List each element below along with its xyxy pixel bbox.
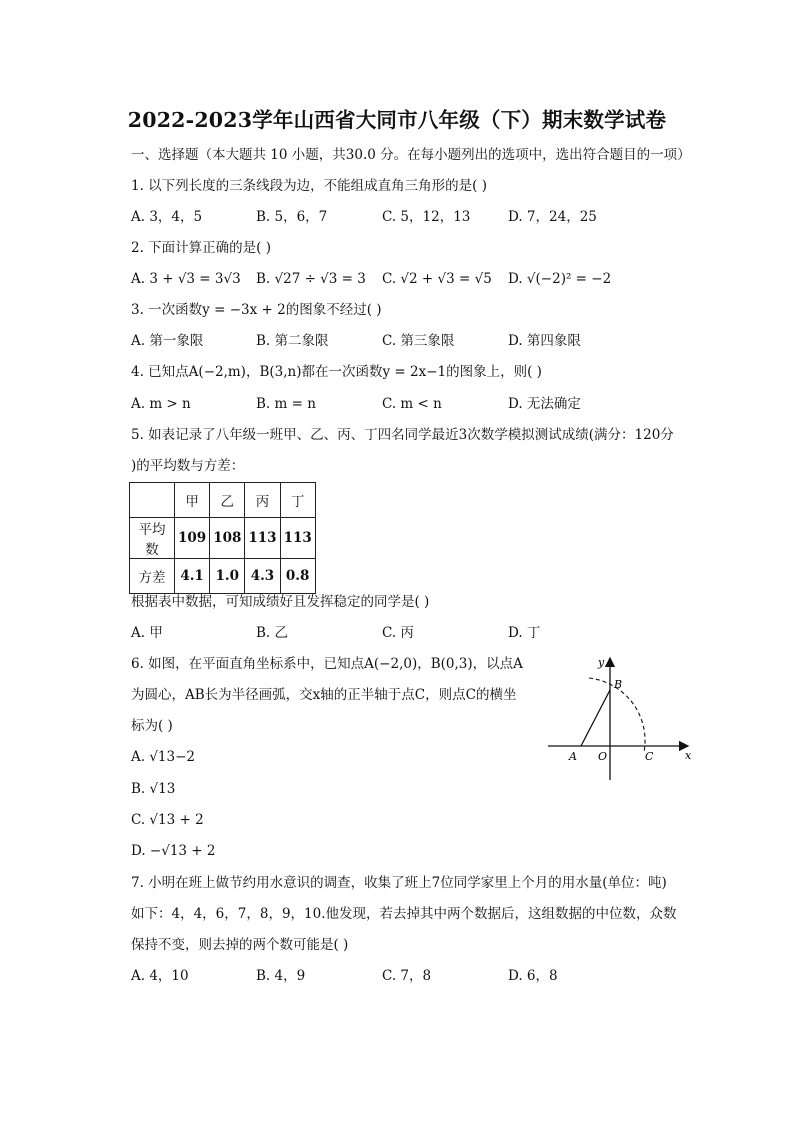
question-2-stem: 2. 下面计算正确的是( ) xyxy=(131,240,271,256)
option-a: A. 第一象限 xyxy=(131,333,204,349)
option-c: C. 7，8 xyxy=(382,968,432,984)
option-c: C. 5，12，13 xyxy=(382,209,471,225)
option-d: D. −√13 + 2 xyxy=(131,843,216,859)
table-cell: 109 xyxy=(175,518,210,559)
question-5-stem-line-1: 5. 如表记录了八年级一班甲、乙、丙、丁四名同学最近3次数学模拟测试成绩(满分：120分 xyxy=(131,427,674,443)
option-b: B. 4，9 xyxy=(256,968,306,984)
question-2-options xyxy=(131,270,651,288)
point-c-label: C xyxy=(645,750,654,763)
question-1-stem: 1. 以下列长度的三条线段为边，不能组成直角三角形的是( ) xyxy=(131,178,487,194)
table-header-ding: 丁 xyxy=(280,483,315,518)
option-a: A. 3 + √3 = 3√3 xyxy=(131,271,241,287)
table-cell: 108 xyxy=(210,518,245,559)
question-4-options xyxy=(131,395,651,413)
question-3-stem: 3. 一次函数y = −3x + 2的图象不经过( ) xyxy=(131,302,382,318)
option-c: C. 丙 xyxy=(382,625,414,641)
table-header-yi: 乙 xyxy=(210,483,245,518)
option-a: A. 甲 xyxy=(131,625,163,641)
question-6-stem-line-2: 为圆心，AB长为半径画弧，交x轴的正半轴于点C，则点C的横坐 xyxy=(131,687,517,703)
option-c: C. m < n xyxy=(382,396,442,412)
question-7-stem-line-1: 7. 小明在班上做节约用水意识的调查，收集了班上7位同学家里上个月的用水量(单位：吨) xyxy=(131,875,667,891)
option-d: D. 6，8 xyxy=(508,968,558,984)
table-cell: 1.0 xyxy=(210,559,245,594)
question-5-options xyxy=(131,624,651,642)
question-6-stem-line-1: 6. 如图，在平面直角坐标系中，已知点A(−2,0)，B(0,3)，以点A xyxy=(131,656,523,672)
option-d: D. 第四象限 xyxy=(508,333,581,349)
question-7-stem-line-2: 如下：4，4，6，7，8，9，10.他发现，若去掉其中两个数据后，这组数据的中位数，众数 xyxy=(131,906,677,922)
option-d: D. 7，24，25 xyxy=(508,209,597,225)
table-cell: 0.8 xyxy=(280,559,315,594)
option-d: D. 丁 xyxy=(508,625,541,641)
option-d: D. 无法确定 xyxy=(508,396,581,412)
table-row xyxy=(130,518,316,559)
question-7-options xyxy=(131,967,651,985)
question-7-stem-line-3: 保持不变，则去掉的两个数可能是( ) xyxy=(131,937,349,953)
option-b: B. √13 xyxy=(131,781,176,797)
option-b: B. 第二象限 xyxy=(256,333,329,349)
table-header-jia: 甲 xyxy=(175,483,210,518)
option-c: C. 第三象限 xyxy=(382,333,455,349)
table-cell xyxy=(130,483,175,518)
table-header-bing: 丙 xyxy=(245,483,280,518)
option-c: C. √13 + 2 xyxy=(131,812,204,828)
option-b: B. 乙 xyxy=(256,625,289,641)
question-1-options xyxy=(131,208,651,226)
table-cell: 113 xyxy=(280,518,315,559)
row-label-variance: 方差 xyxy=(130,559,175,594)
exam-title: 2022-2023学年山西省大同市八年级（下）期末数学试卷 xyxy=(127,108,667,132)
table-cell: 4.1 xyxy=(175,559,210,594)
option-a: A. 4，10 xyxy=(131,968,189,984)
point-a-label: A xyxy=(569,750,577,763)
segment-ab xyxy=(581,690,610,746)
option-b: B. √27 ÷ √3 = 3 xyxy=(256,271,366,287)
table-header-row xyxy=(130,483,316,518)
option-c: C. √2 + √3 = √5 xyxy=(382,271,492,287)
table-row xyxy=(130,559,316,594)
question-3-options xyxy=(131,332,651,350)
option-a: A. m > n xyxy=(131,396,191,412)
option-d: D. √(−2)² = −2 xyxy=(508,271,612,287)
option-b: B. m = n xyxy=(256,396,316,412)
origin-label: O xyxy=(598,750,608,763)
y-label: y xyxy=(598,656,605,669)
table-cell: 113 xyxy=(245,518,280,559)
point-b-label: B xyxy=(614,678,623,691)
row-label-mean: 平均数 xyxy=(130,518,175,559)
coordinate-diagram xyxy=(545,654,695,784)
option-a: A. √13−2 xyxy=(131,749,196,765)
table-cell: 4.3 xyxy=(245,559,280,594)
question-4-stem: 4. 已知点A(−2,m)，B(3,n)都在一次函数y = 2x−1的图象上，则( ) xyxy=(131,364,542,380)
option-a: A. 3，4，5 xyxy=(131,209,203,225)
question-6-stem-line-3: 标为( ) xyxy=(131,718,173,734)
question-5-prompt: 根据表中数据，可知成绩好且发挥稳定的同学是( ) xyxy=(131,594,430,610)
section-heading: 一、选择题（本大题共 10 小题，共30.0 分。在每小题列出的选项中，选出符合题目的一项） xyxy=(131,147,691,163)
x-label: x xyxy=(685,749,692,762)
question-5-stem-line-2: )的平均数与方差： xyxy=(131,458,245,474)
scores-table xyxy=(129,482,316,594)
option-b: B. 5，6，7 xyxy=(256,209,328,225)
